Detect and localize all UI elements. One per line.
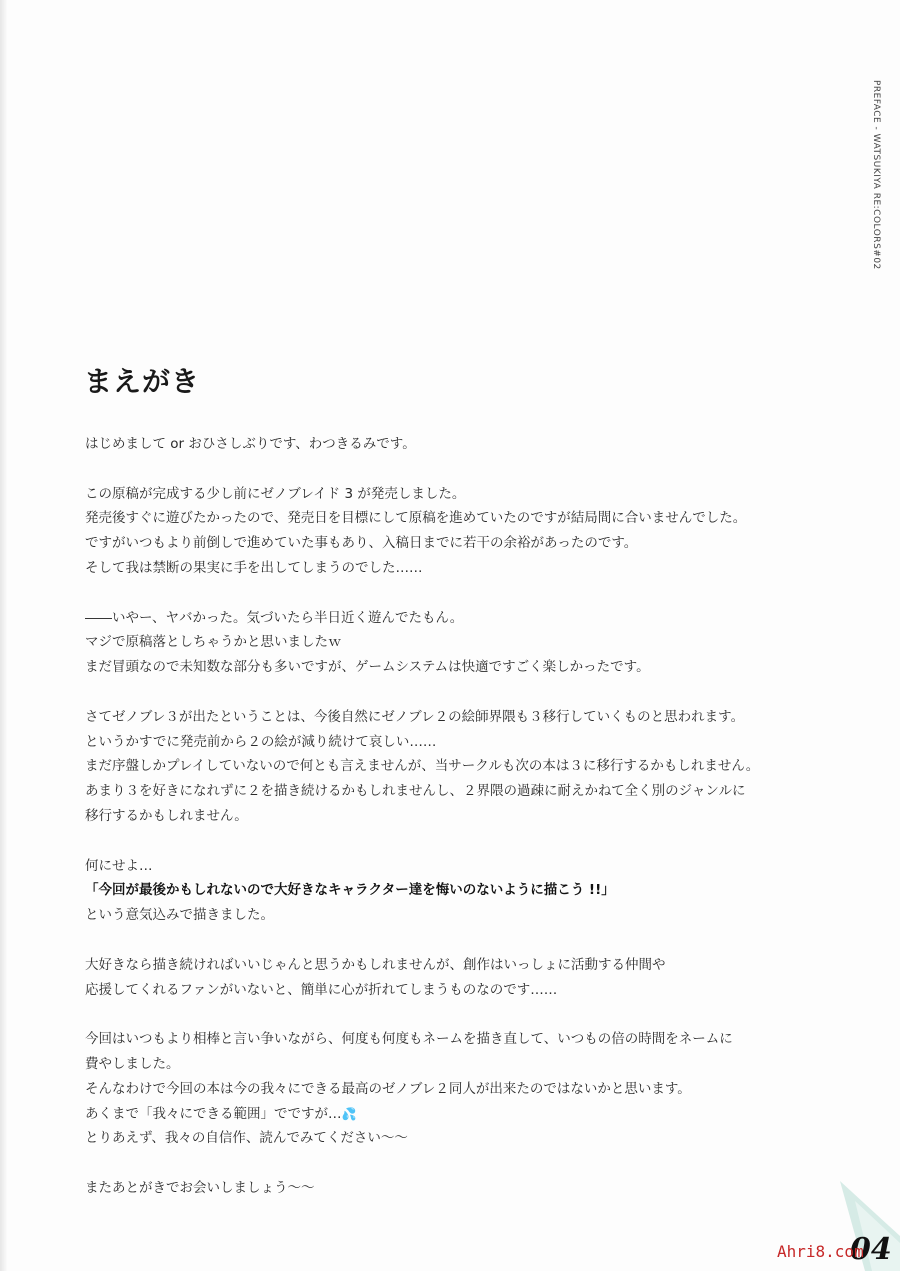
text-line: マジで原稿落としちゃうかと思いましたｗ [85, 634, 342, 651]
watermark: Ahri8.com [777, 1242, 864, 1261]
text-line: まだ序盤しかプレイしていないので何とも言えませんが、当サークルも次の本は３に移行するかもしれません。 [85, 758, 760, 775]
text-line: 何にせよ… [85, 857, 153, 874]
text-line: 今回はいつもより相棒と言い争いながら、何度も何度もネームを描き直して、いつもの倍の時間をネームに [85, 1031, 733, 1048]
sweat-drop-icon: 💦 [341, 1106, 357, 1121]
text-line: ですがいつもより前倒しで進めていた事もあり、入稿日までに若干の余裕があったのです。 [85, 535, 638, 552]
paragraph-gap [85, 829, 785, 854]
text-line: そして我は禁断の果実に手を出してしまうのでした…… [85, 559, 423, 576]
paragraph-gap [85, 680, 785, 705]
binding-edge [0, 0, 7, 1271]
side-running-header: PREFACE - WATSUKIYA RE:COLORS#02 [871, 80, 881, 270]
preface-body [85, 432, 785, 1201]
text-line: という意気込みで描きました。 [85, 907, 274, 924]
text-line: 発売後すぐに遊びたかったので、発売日を目標にして原稿を進めていたのですが結局間に合いませんでした。 [85, 510, 747, 527]
text-line: 大好きなら描き続ければいいじゃんと思うかもしれませんが、創作はいっしょに活動する仲間や [85, 956, 666, 973]
text-line-content: あくまで「我々にできる範囲」でですが… [85, 1105, 342, 1122]
text-line: まだ冒頭なので未知数な部分も多いですが、ゲームシステムは快適ですごく楽しかったです。 [85, 659, 650, 676]
paragraph-gap [85, 457, 785, 482]
text-line: この原稿が完成する少し前にゼノブレイド 3 が発売しました。 [85, 485, 466, 502]
paragraph-gap [85, 928, 785, 953]
text-line: またあとがきでお会いしましょう〜〜 [85, 1179, 315, 1196]
paragraph-gap [85, 581, 785, 606]
text-line: あまり３を好きになれずに２を描き続けるかもしれませんし、２界隈の過疎に耐えかねて全く別のジャンルに [85, 783, 746, 800]
paragraph-gap [85, 1151, 785, 1176]
emphasis-line: 「今回が最後かもしれないので大好きなキャラクター達を悔いのないように描こう !!」 [85, 882, 615, 899]
text-line: とりあえず、我々の自信作、読んでみてください〜〜 [85, 1130, 408, 1147]
text-line: はじめまして or おひさしぶりです、わつきるみです。 [85, 436, 416, 452]
paragraph-gap [85, 1002, 785, 1027]
page-number: 04 [850, 1232, 892, 1267]
text-line: 費やしました。 [85, 1055, 180, 1072]
text-line: 移行するかもしれません。 [85, 807, 248, 824]
text-line-with-icon [85, 1102, 785, 1127]
page-title: まえがき [84, 365, 201, 398]
text-line: さてゼノブレ３が出たということは、今後自然にゼノブレ２の絵師界隈も３移行していくものと思われます。 [85, 708, 745, 725]
text-line: そんなわけで今回の本は今の我々にできる最高のゼノブレ２同人が出来たのではないかと思います。 [85, 1080, 691, 1097]
text-line: というかすでに発売前から２の絵が減り続けて哀しい…… [85, 733, 437, 750]
text-line: 応援してくれるファンがいないと、簡単に心が折れてしまうものなのです…… [85, 981, 558, 998]
text-line: ――いやー、ヤバかった。気づいたら半日近く遊んでたもん。 [85, 609, 464, 626]
